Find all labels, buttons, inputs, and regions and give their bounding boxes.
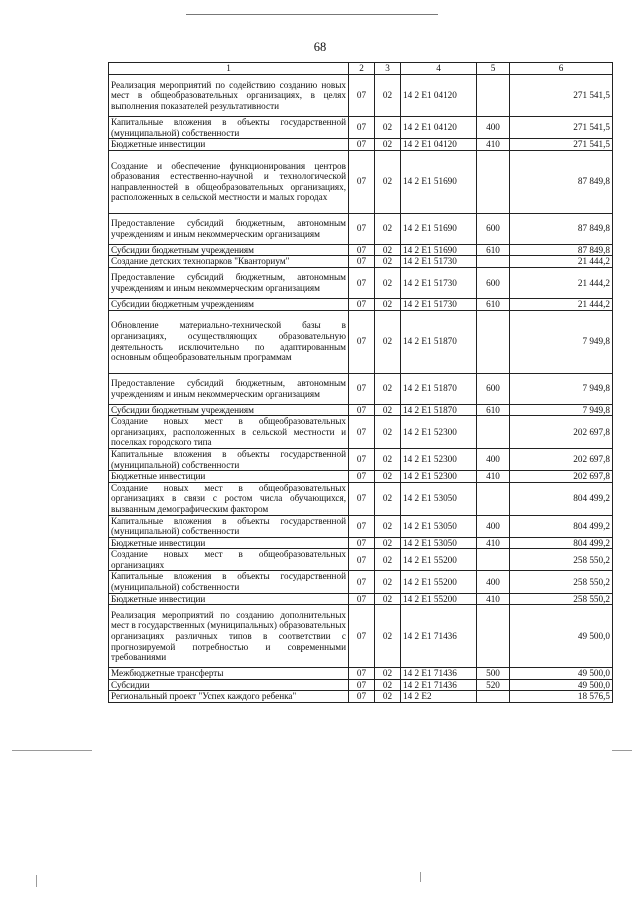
table-row	[109, 482, 613, 515]
cell-amount: 804 499,2	[510, 515, 613, 537]
cell-name: Создание детских технопарков "Кванториум"	[109, 256, 349, 268]
cell-name: Создание новых мест в общеобразовательных организациях, расположенных в сельской местности и поселках городского типа	[109, 416, 349, 449]
table-row	[109, 691, 613, 703]
cell-name: Бюджетные инвестиции	[109, 593, 349, 605]
cell-target-code: 14 2 E1 53050	[401, 515, 477, 537]
cell-amount: 87 849,8	[510, 213, 613, 244]
scan-mark	[612, 750, 632, 751]
cell-subsection: 02	[375, 404, 401, 416]
cell-section: 07	[349, 605, 375, 668]
cell-subsection: 02	[375, 256, 401, 268]
cell-amount: 18 576,5	[510, 691, 613, 703]
cell-section: 07	[349, 75, 375, 117]
cell-section: 07	[349, 448, 375, 470]
cell-section: 07	[349, 416, 375, 449]
cell-amount: 202 697,8	[510, 416, 613, 449]
cell-name: Создание новых мест в общеобразовательных организациях	[109, 549, 349, 571]
cell-target-code: 14 2 E1 51690	[401, 213, 477, 244]
cell-subsection: 02	[375, 605, 401, 668]
cell-target-code: 14 2 E1 55200	[401, 593, 477, 605]
cell-expense-type: 400	[477, 448, 510, 470]
table-row	[109, 448, 613, 470]
cell-amount: 21 444,2	[510, 267, 613, 298]
cell-target-code: 14 2 E1 52300	[401, 416, 477, 449]
cell-expense-type: 600	[477, 267, 510, 298]
cell-subsection: 02	[375, 373, 401, 404]
cell-subsection: 02	[375, 310, 401, 373]
cell-target-code: 14 2 E1 04120	[401, 117, 477, 139]
cell-section: 07	[349, 256, 375, 268]
table-row	[109, 571, 613, 593]
cell-expense-type	[477, 310, 510, 373]
cell-section: 07	[349, 373, 375, 404]
cell-amount: 804 499,2	[510, 537, 613, 549]
table-row	[109, 298, 613, 310]
cell-name: Обновление материально-технической базы в организациях, осуществляющих образовательную деятельность исключительно по адаптированным основным общеобразовательным программам	[109, 310, 349, 373]
cell-subsection: 02	[375, 691, 401, 703]
table-row	[109, 537, 613, 549]
cell-expense-type: 610	[477, 298, 510, 310]
cell-expense-type	[477, 482, 510, 515]
cell-amount: 271 541,5	[510, 117, 613, 139]
table-row	[109, 471, 613, 483]
cell-target-code: 14 2 E1 53050	[401, 482, 477, 515]
cell-target-code: 14 2 E1 04120	[401, 139, 477, 151]
cell-amount: 21 444,2	[510, 298, 613, 310]
cell-name: Субсидии бюджетным учреждениям	[109, 298, 349, 310]
cell-name: Бюджетные инвестиции	[109, 537, 349, 549]
table-row	[109, 139, 613, 151]
cell-amount: 87 849,8	[510, 244, 613, 256]
cell-expense-type: 500	[477, 668, 510, 680]
cell-section: 07	[349, 482, 375, 515]
cell-expense-type: 610	[477, 404, 510, 416]
cell-subsection: 02	[375, 213, 401, 244]
cell-expense-type: 400	[477, 571, 510, 593]
table-row	[109, 416, 613, 449]
table-row	[109, 117, 613, 139]
table-body	[109, 75, 613, 703]
cell-expense-type	[477, 75, 510, 117]
cell-section: 07	[349, 537, 375, 549]
cell-section: 07	[349, 298, 375, 310]
cell-section: 07	[349, 310, 375, 373]
table-row	[109, 75, 613, 117]
cell-name: Создание и обеспечение функционирования центров образования естественно-научной и технологической направленностей в общеобразовательных организациях, расположенных в сельской местности и малых городах	[109, 150, 349, 213]
page-number: 68	[313, 40, 327, 54]
scan-mark	[420, 872, 421, 882]
header-cell-name: 1	[109, 63, 349, 75]
cell-subsection: 02	[375, 75, 401, 117]
cell-expense-type: 410	[477, 471, 510, 483]
cell-amount: 271 541,5	[510, 75, 613, 117]
table-row	[109, 213, 613, 244]
cell-name: Бюджетные инвестиции	[109, 471, 349, 483]
table-row	[109, 373, 613, 404]
cell-amount: 49 500,0	[510, 605, 613, 668]
cell-target-code: 14 2 E1 51690	[401, 244, 477, 256]
cell-amount: 202 697,8	[510, 471, 613, 483]
table-row	[109, 668, 613, 680]
table-row	[109, 150, 613, 213]
cell-subsection: 02	[375, 139, 401, 151]
cell-section: 07	[349, 213, 375, 244]
cell-subsection: 02	[375, 448, 401, 470]
cell-subsection: 02	[375, 150, 401, 213]
table-row	[109, 244, 613, 256]
table-row	[109, 310, 613, 373]
cell-expense-type	[477, 150, 510, 213]
cell-target-code: 14 2 E1 51870	[401, 373, 477, 404]
cell-expense-type: 400	[477, 117, 510, 139]
cell-subsection: 02	[375, 471, 401, 483]
table-row	[109, 605, 613, 668]
cell-expense-type: 410	[477, 593, 510, 605]
cell-subsection: 02	[375, 571, 401, 593]
cell-subsection: 02	[375, 267, 401, 298]
scan-mark	[36, 875, 37, 887]
cell-expense-type: 400	[477, 515, 510, 537]
cell-name: Капитальные вложения в объекты государственной (муниципальной) собственности	[109, 117, 349, 139]
cell-subsection: 02	[375, 537, 401, 549]
table-row	[109, 267, 613, 298]
top-rule	[186, 14, 438, 15]
cell-section: 07	[349, 571, 375, 593]
table-row	[109, 256, 613, 268]
cell-subsection: 02	[375, 298, 401, 310]
cell-subsection: 02	[375, 416, 401, 449]
header-cell-amount: 6	[510, 63, 613, 75]
cell-target-code: 14 2 E1 52300	[401, 448, 477, 470]
cell-amount: 271 541,5	[510, 139, 613, 151]
cell-amount: 202 697,8	[510, 448, 613, 470]
cell-expense-type	[477, 256, 510, 268]
cell-amount: 87 849,8	[510, 150, 613, 213]
cell-name: Предоставление субсидий бюджетным, автономным учреждениям и иным некоммерческим организациям	[109, 213, 349, 244]
cell-target-code: 14 2 E1 71436	[401, 668, 477, 680]
cell-target-code: 14 2 E1 52300	[401, 471, 477, 483]
table-row	[109, 549, 613, 571]
cell-target-code: 14 2 E1 51870	[401, 404, 477, 416]
cell-amount: 258 550,2	[510, 549, 613, 571]
cell-target-code: 14 2 E1 53050	[401, 537, 477, 549]
table-row	[109, 679, 613, 691]
cell-section: 07	[349, 267, 375, 298]
cell-name: Региональный проект "Успех каждого ребенка"	[109, 691, 349, 703]
cell-section: 07	[349, 691, 375, 703]
cell-section: 07	[349, 139, 375, 151]
cell-target-code: 14 2 E1 51730	[401, 298, 477, 310]
cell-amount: 258 550,2	[510, 571, 613, 593]
cell-name: Субсидии	[109, 679, 349, 691]
cell-expense-type: 600	[477, 213, 510, 244]
cell-expense-type: 600	[477, 373, 510, 404]
cell-section: 07	[349, 679, 375, 691]
cell-section: 07	[349, 244, 375, 256]
cell-section: 07	[349, 404, 375, 416]
header-cell-section: 2	[349, 63, 375, 75]
cell-name: Капитальные вложения в объекты государственной (муниципальной) собственности	[109, 571, 349, 593]
cell-subsection: 02	[375, 244, 401, 256]
cell-subsection: 02	[375, 593, 401, 605]
cell-amount: 7 949,8	[510, 310, 613, 373]
cell-section: 07	[349, 593, 375, 605]
cell-target-code: 14 2 E2	[401, 691, 477, 703]
cell-amount: 7 949,8	[510, 373, 613, 404]
cell-expense-type: 410	[477, 139, 510, 151]
cell-subsection: 02	[375, 515, 401, 537]
cell-target-code: 14 2 E1 51730	[401, 256, 477, 268]
cell-name: Создание новых мест в общеобразовательных организациях в связи с ростом числа обучающихся, вызванным демографическим фактором	[109, 482, 349, 515]
cell-section: 07	[349, 117, 375, 139]
cell-target-code: 14 2 E1 51870	[401, 310, 477, 373]
cell-name: Бюджетные инвестиции	[109, 139, 349, 151]
cell-section: 07	[349, 150, 375, 213]
table-row	[109, 404, 613, 416]
cell-section: 07	[349, 668, 375, 680]
cell-expense-type: 520	[477, 679, 510, 691]
cell-expense-type	[477, 549, 510, 571]
cell-subsection: 02	[375, 549, 401, 571]
cell-amount: 49 500,0	[510, 668, 613, 680]
cell-name: Предоставление субсидий бюджетным, автономным учреждениям и иным некоммерческим организациям	[109, 267, 349, 298]
cell-expense-type	[477, 605, 510, 668]
header-cell-target-code: 4	[401, 63, 477, 75]
cell-section: 07	[349, 515, 375, 537]
cell-expense-type	[477, 691, 510, 703]
cell-amount: 804 499,2	[510, 482, 613, 515]
cell-name: Предоставление субсидий бюджетным, автономным учреждениям и иным некоммерческим организациям	[109, 373, 349, 404]
scan-mark	[12, 750, 92, 751]
cell-amount: 7 949,8	[510, 404, 613, 416]
cell-target-code: 14 2 E1 04120	[401, 75, 477, 117]
cell-expense-type: 410	[477, 537, 510, 549]
cell-name: Межбюджетные трансферты	[109, 668, 349, 680]
cell-section: 07	[349, 471, 375, 483]
cell-subsection: 02	[375, 482, 401, 515]
cell-name: Субсидии бюджетным учреждениям	[109, 244, 349, 256]
cell-subsection: 02	[375, 117, 401, 139]
cell-target-code: 14 2 E1 55200	[401, 571, 477, 593]
cell-name: Субсидии бюджетным учреждениям	[109, 404, 349, 416]
cell-section: 07	[349, 549, 375, 571]
cell-subsection: 02	[375, 668, 401, 680]
header-cell-subsection: 3	[375, 63, 401, 75]
cell-target-code: 14 2 E1 71436	[401, 679, 477, 691]
cell-amount: 21 444,2	[510, 256, 613, 268]
cell-name: Реализация мероприятий по содействию созданию новых мест в общеобразовательных организациях, в целях выполнения показателей результативности	[109, 75, 349, 117]
budget-table	[108, 62, 613, 703]
cell-target-code: 14 2 E1 71436	[401, 605, 477, 668]
table-row	[109, 515, 613, 537]
cell-expense-type	[477, 416, 510, 449]
cell-amount: 258 550,2	[510, 593, 613, 605]
cell-expense-type: 610	[477, 244, 510, 256]
cell-name: Капитальные вложения в объекты государственной (муниципальной) собственности	[109, 448, 349, 470]
cell-target-code: 14 2 E1 51690	[401, 150, 477, 213]
cell-subsection: 02	[375, 679, 401, 691]
header-cell-expense-type: 5	[477, 63, 510, 75]
table-row	[109, 593, 613, 605]
cell-name: Реализация мероприятий по созданию дополнительных мест в государственных (муниципальных) образовательных организациях различных типов в соответствии с прогнозируемой потребностью и современными требованиями	[109, 605, 349, 668]
cell-amount: 49 500,0	[510, 679, 613, 691]
cell-target-code: 14 2 E1 55200	[401, 549, 477, 571]
cell-target-code: 14 2 E1 51730	[401, 267, 477, 298]
cell-name: Капитальные вложения в объекты государственной (муниципальной) собственности	[109, 515, 349, 537]
header-row	[109, 63, 613, 75]
